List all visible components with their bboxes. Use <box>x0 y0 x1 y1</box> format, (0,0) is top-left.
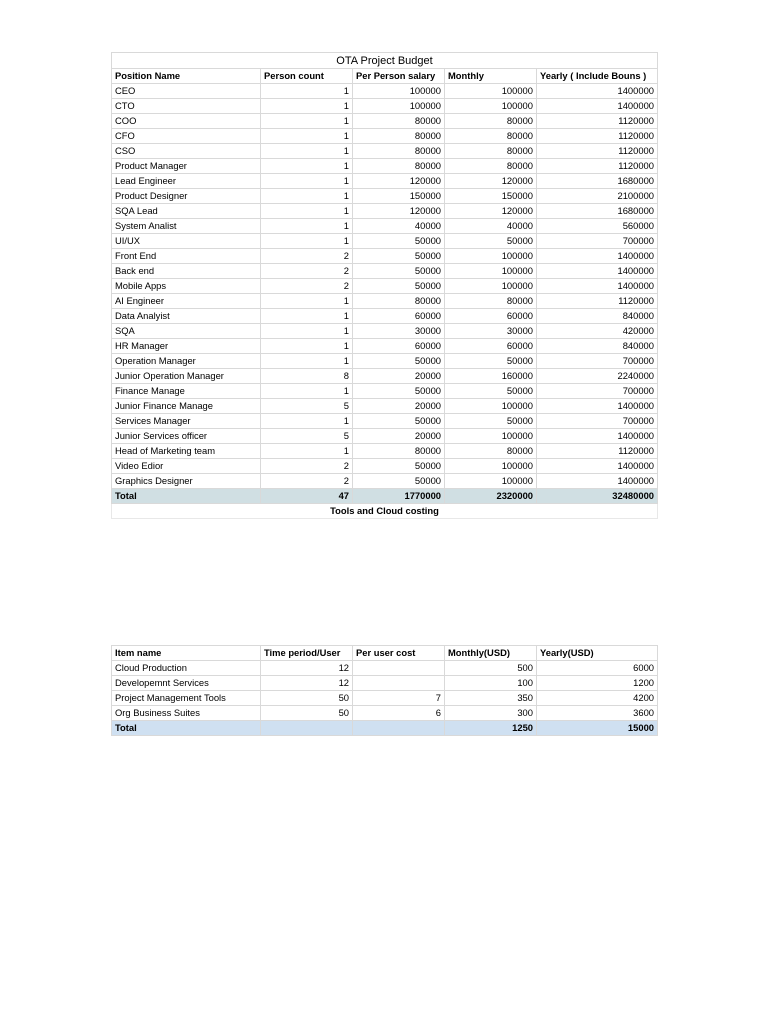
tools-total-cell: 1250 <box>445 721 537 736</box>
budget-row <box>112 114 658 129</box>
budget-cell: 30000 <box>445 324 537 339</box>
budget-cell: 80000 <box>353 444 445 459</box>
budget-cell: 50000 <box>445 414 537 429</box>
budget-cell: 50000 <box>445 354 537 369</box>
budget-cell: 50000 <box>353 414 445 429</box>
budget-cell: 50000 <box>353 249 445 264</box>
header-monthly: Monthly <box>445 69 537 84</box>
budget-cell: COO <box>112 114 261 129</box>
budget-cell: 560000 <box>537 219 658 234</box>
budget-row <box>112 399 658 414</box>
budget-cell: 60000 <box>445 339 537 354</box>
budget-cell: 80000 <box>445 159 537 174</box>
tools-total-row <box>112 721 658 736</box>
budget-cell: 30000 <box>353 324 445 339</box>
budget-cell: 2 <box>261 279 353 294</box>
budget-cell: 8 <box>261 369 353 384</box>
budget-cell: 700000 <box>537 234 658 249</box>
budget-cell: 1 <box>261 234 353 249</box>
budget-row <box>112 159 658 174</box>
budget-cell: Front End <box>112 249 261 264</box>
budget-cell: Junior Operation Manager <box>112 369 261 384</box>
budget-cell: Data Analyist <box>112 309 261 324</box>
budget-row <box>112 129 658 144</box>
budget-cell: 1120000 <box>537 159 658 174</box>
budget-cell: 50000 <box>445 384 537 399</box>
budget-cell: Head of Marketing team <box>112 444 261 459</box>
header-yearly-usd: Yearly(USD) <box>537 646 658 661</box>
budget-table <box>111 52 658 519</box>
budget-cell: 100000 <box>445 84 537 99</box>
tools-costing-title-row <box>112 504 658 519</box>
budget-total-cell: 32480000 <box>537 489 658 504</box>
budget-cell: 1 <box>261 204 353 219</box>
budget-cell: 1120000 <box>537 129 658 144</box>
budget-cell: 5 <box>261 399 353 414</box>
budget-row <box>112 144 658 159</box>
budget-row <box>112 429 658 444</box>
budget-cell: 80000 <box>353 144 445 159</box>
budget-cell: CTO <box>112 99 261 114</box>
tools-cell: 6000 <box>537 661 658 676</box>
budget-cell: 1 <box>261 129 353 144</box>
budget-row <box>112 384 658 399</box>
budget-cell: 80000 <box>445 144 537 159</box>
budget-cell: 100000 <box>445 399 537 414</box>
budget-cell: 20000 <box>353 399 445 414</box>
budget-cell: Mobile Apps <box>112 279 261 294</box>
budget-row <box>112 84 658 99</box>
budget-cell: 1 <box>261 324 353 339</box>
budget-cell: 100000 <box>445 279 537 294</box>
budget-cell: 20000 <box>353 369 445 384</box>
budget-cell: 50000 <box>353 474 445 489</box>
budget-cell: 160000 <box>445 369 537 384</box>
tools-costing-title: Tools and Cloud costing <box>112 504 658 519</box>
budget-row <box>112 369 658 384</box>
header-per-user-cost: Per user cost <box>353 646 445 661</box>
budget-row <box>112 99 658 114</box>
budget-cell: 80000 <box>445 294 537 309</box>
tools-row <box>112 706 658 721</box>
budget-row <box>112 339 658 354</box>
budget-cell: Product Manager <box>112 159 261 174</box>
tools-cell: 7 <box>353 691 445 706</box>
tools-cell: Org Business Suites <box>112 706 261 721</box>
budget-cell: 1 <box>261 294 353 309</box>
budget-cell: Finance Manage <box>112 384 261 399</box>
budget-cell: 80000 <box>353 114 445 129</box>
tools-row <box>112 676 658 691</box>
budget-cell: 60000 <box>353 339 445 354</box>
budget-title: OTA Project Budget <box>112 53 658 69</box>
budget-row <box>112 324 658 339</box>
budget-cell: 2 <box>261 249 353 264</box>
tools-cell: 4200 <box>537 691 658 706</box>
budget-cell: 1400000 <box>537 399 658 414</box>
budget-cell: 100000 <box>353 99 445 114</box>
tools-cell: 12 <box>261 676 353 691</box>
header-monthly-usd: Monthly(USD) <box>445 646 537 661</box>
budget-cell: 2 <box>261 264 353 279</box>
budget-cell: 100000 <box>445 264 537 279</box>
budget-cell: Video Edior <box>112 459 261 474</box>
tools-cell: 12 <box>261 661 353 676</box>
budget-cell: 50000 <box>353 234 445 249</box>
budget-cell: 1400000 <box>537 99 658 114</box>
budget-cell: 2 <box>261 474 353 489</box>
budget-cell: Junior Finance Manage <box>112 399 261 414</box>
budget-row <box>112 204 658 219</box>
budget-cell: Product Designer <box>112 189 261 204</box>
budget-cell: 150000 <box>445 189 537 204</box>
budget-cell: 2100000 <box>537 189 658 204</box>
budget-cell: 80000 <box>353 129 445 144</box>
budget-cell: 80000 <box>353 159 445 174</box>
budget-total-cell: Total <box>112 489 261 504</box>
budget-cell: 50000 <box>353 279 445 294</box>
budget-cell: 80000 <box>445 114 537 129</box>
budget-cell: 1 <box>261 309 353 324</box>
budget-cell: Operation Manager <box>112 354 261 369</box>
budget-cell: HR Manager <box>112 339 261 354</box>
budget-cell: 2240000 <box>537 369 658 384</box>
budget-row <box>112 264 658 279</box>
header-time-period: Time period/User <box>261 646 353 661</box>
budget-cell: System Analist <box>112 219 261 234</box>
budget-cell: 1400000 <box>537 84 658 99</box>
budget-cell: CEO <box>112 84 261 99</box>
budget-cell: 1 <box>261 219 353 234</box>
budget-cell: 50000 <box>353 354 445 369</box>
budget-cell: 80000 <box>445 129 537 144</box>
budget-cell: AI Engineer <box>112 294 261 309</box>
budget-row <box>112 459 658 474</box>
budget-cell: 1 <box>261 114 353 129</box>
budget-cell: 1680000 <box>537 204 658 219</box>
budget-cell: 1 <box>261 384 353 399</box>
budget-cell: Lead Engineer <box>112 174 261 189</box>
tools-cell: 500 <box>445 661 537 676</box>
tools-table <box>111 645 658 736</box>
budget-row <box>112 474 658 489</box>
budget-cell: 420000 <box>537 324 658 339</box>
budget-cell: 1400000 <box>537 459 658 474</box>
budget-cell: 700000 <box>537 354 658 369</box>
budget-cell: 1120000 <box>537 294 658 309</box>
budget-row <box>112 174 658 189</box>
budget-cell: 40000 <box>353 219 445 234</box>
budget-cell: 100000 <box>445 249 537 264</box>
budget-cell: 1400000 <box>537 264 658 279</box>
budget-cell: 50000 <box>445 234 537 249</box>
budget-cell: SQA <box>112 324 261 339</box>
budget-cell: 120000 <box>445 204 537 219</box>
tools-cell: Project Management Tools <box>112 691 261 706</box>
budget-cell: 1400000 <box>537 249 658 264</box>
budget-cell: Services Manager <box>112 414 261 429</box>
header-person-count: Person count <box>261 69 353 84</box>
tools-header-row <box>112 646 658 661</box>
tools-total-cell <box>261 721 353 736</box>
header-yearly: Yearly ( Include Bouns ) <box>537 69 658 84</box>
budget-cell: 80000 <box>445 444 537 459</box>
budget-cell: 120000 <box>353 204 445 219</box>
budget-cell: 50000 <box>353 384 445 399</box>
budget-cell: 100000 <box>445 474 537 489</box>
tools-cell: 350 <box>445 691 537 706</box>
budget-cell: 1400000 <box>537 279 658 294</box>
budget-cell: 100000 <box>445 99 537 114</box>
budget-cell: 120000 <box>353 174 445 189</box>
tools-total-cell: 15000 <box>537 721 658 736</box>
budget-cell: 50000 <box>353 459 445 474</box>
budget-cell: 5 <box>261 429 353 444</box>
budget-row <box>112 219 658 234</box>
budget-row <box>112 309 658 324</box>
budget-title-row <box>112 53 658 69</box>
tools-row <box>112 661 658 676</box>
tools-cell: Developemnt Services <box>112 676 261 691</box>
budget-cell: 1 <box>261 99 353 114</box>
header-per-person-salary: Per Person salary <box>353 69 445 84</box>
budget-cell: 40000 <box>445 219 537 234</box>
budget-cell: 1120000 <box>537 144 658 159</box>
budget-row <box>112 234 658 249</box>
budget-total-cell: 1770000 <box>353 489 445 504</box>
tools-total-cell: Total <box>112 721 261 736</box>
budget-cell: CFO <box>112 129 261 144</box>
header-position-name: Position Name <box>112 69 261 84</box>
budget-cell: 20000 <box>353 429 445 444</box>
budget-cell: Graphics Designer <box>112 474 261 489</box>
budget-row <box>112 189 658 204</box>
budget-cell: 50000 <box>353 264 445 279</box>
tools-cell <box>353 676 445 691</box>
budget-cell: 840000 <box>537 339 658 354</box>
budget-cell: 1 <box>261 354 353 369</box>
budget-cell: 700000 <box>537 384 658 399</box>
budget-header-row <box>112 69 658 84</box>
budget-cell: 840000 <box>537 309 658 324</box>
budget-cell: 150000 <box>353 189 445 204</box>
budget-cell: 1680000 <box>537 174 658 189</box>
tools-cell: 50 <box>261 691 353 706</box>
budget-row <box>112 414 658 429</box>
budget-cell: 1400000 <box>537 474 658 489</box>
budget-cell: 120000 <box>445 174 537 189</box>
budget-cell: CSO <box>112 144 261 159</box>
budget-cell: 80000 <box>353 294 445 309</box>
budget-cell: 60000 <box>353 309 445 324</box>
budget-cell: 1400000 <box>537 429 658 444</box>
tools-total-cell <box>353 721 445 736</box>
tools-cell: 50 <box>261 706 353 721</box>
budget-cell: 100000 <box>353 84 445 99</box>
budget-row <box>112 279 658 294</box>
budget-cell: 100000 <box>445 459 537 474</box>
budget-row <box>112 294 658 309</box>
budget-cell: Back end <box>112 264 261 279</box>
budget-cell: 100000 <box>445 429 537 444</box>
budget-row <box>112 249 658 264</box>
tools-cell: 100 <box>445 676 537 691</box>
budget-total-cell: 2320000 <box>445 489 537 504</box>
budget-cell: 2 <box>261 459 353 474</box>
budget-row <box>112 354 658 369</box>
budget-cell: 700000 <box>537 414 658 429</box>
budget-cell: 1 <box>261 84 353 99</box>
budget-cell: 1 <box>261 144 353 159</box>
budget-cell: 1 <box>261 444 353 459</box>
budget-cell: 1120000 <box>537 114 658 129</box>
tools-row <box>112 691 658 706</box>
tools-cell: Cloud Production <box>112 661 261 676</box>
tools-cell: 3600 <box>537 706 658 721</box>
budget-cell: 1120000 <box>537 444 658 459</box>
budget-cell: 1 <box>261 339 353 354</box>
budget-cell: 1 <box>261 159 353 174</box>
tools-cell <box>353 661 445 676</box>
tools-cell: 300 <box>445 706 537 721</box>
budget-cell: 60000 <box>445 309 537 324</box>
budget-cell: Junior Services officer <box>112 429 261 444</box>
budget-cell: 1 <box>261 189 353 204</box>
tools-cell: 6 <box>353 706 445 721</box>
budget-cell: 1 <box>261 174 353 189</box>
budget-cell: 1 <box>261 414 353 429</box>
budget-total-cell: 47 <box>261 489 353 504</box>
budget-cell: UI/UX <box>112 234 261 249</box>
budget-row <box>112 444 658 459</box>
tools-cell: 1200 <box>537 676 658 691</box>
budget-total-row <box>112 489 658 504</box>
header-item-name: Item name <box>112 646 261 661</box>
budget-cell: SQA Lead <box>112 204 261 219</box>
